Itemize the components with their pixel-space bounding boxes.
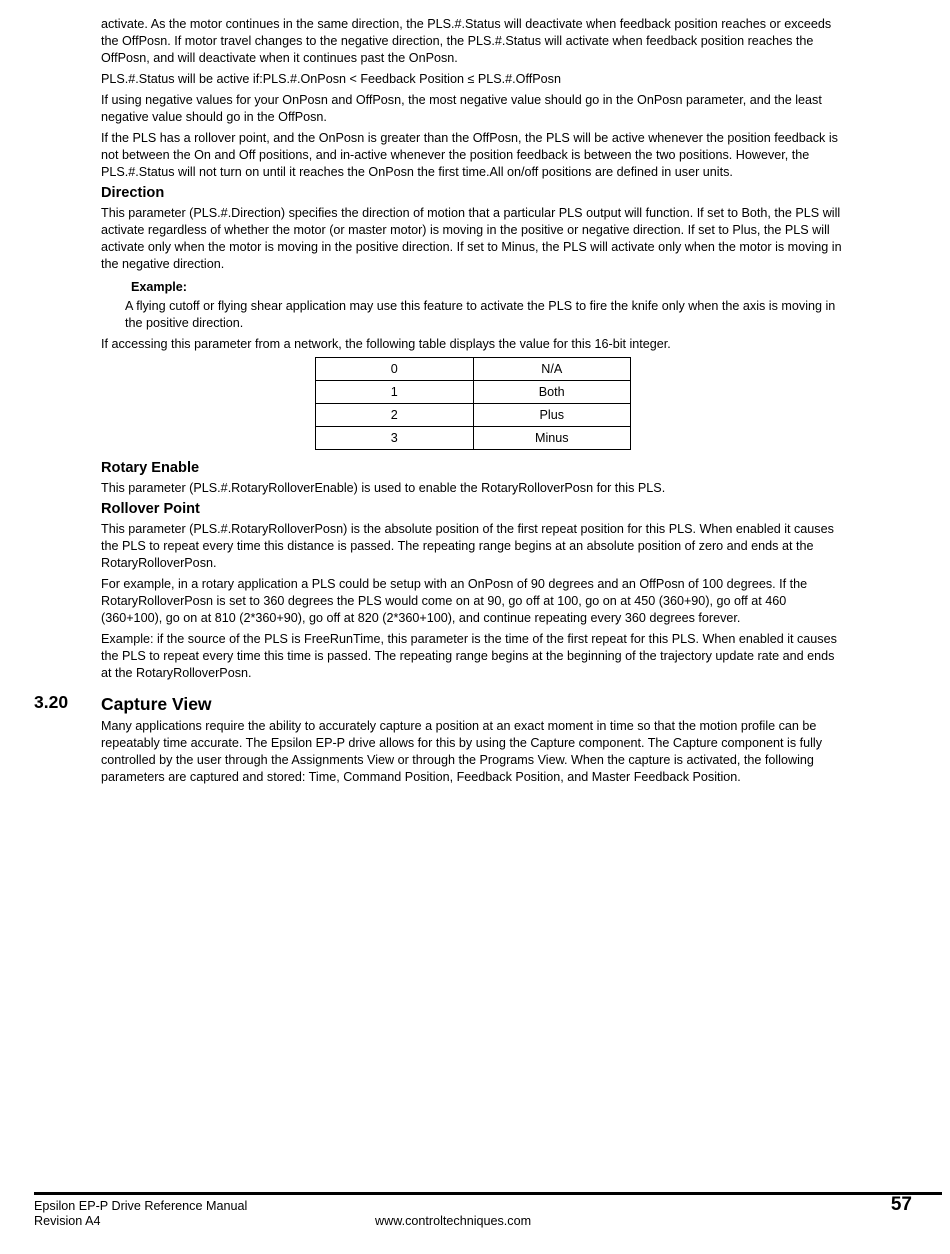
table-row bbox=[316, 404, 631, 427]
section-number: 3.20 bbox=[34, 692, 69, 712]
page-content bbox=[34, 16, 843, 790]
example-heading: Example: bbox=[131, 280, 187, 294]
table-cell-value: 2 bbox=[316, 404, 474, 427]
direction-heading: Direction bbox=[101, 185, 165, 201]
footer-manual-title: Epsilon EP-P Drive Reference Manual bbox=[34, 1199, 248, 1213]
intro-paragraph-1: activate. As the motor continues in the same direction, the PLS.#.Status will deactivate when feedback position reaches or exceeds the OffPosn. If motor travel changes to the negative direction, the PLS.#.Status will activate when feedback position reaches the OffPosn, and will deactivate when it continues past the OnPosn. bbox=[101, 17, 832, 65]
table-cell-meaning: Plus bbox=[473, 404, 631, 427]
table-cell-value: 1 bbox=[316, 381, 474, 404]
section-title: Capture View bbox=[101, 694, 212, 714]
rollover-paragraph-3: Example: if the source of the PLS is FreeRunTime, this parameter is the time of the first repeat for this PLS. When enabled it causes the PLS to repeat every time this time is passed. The repeating range begins at the beginning of the trajectory update rate and ends at the RotaryRolloverPosn. bbox=[101, 632, 837, 680]
rollover-paragraph-1: This parameter (PLS.#.RotaryRolloverPosn) is the absolute position of the first repeat position for this PLS. When enabled it causes the PLS to repeat every time this distance is passed. The repeating range begins at an absolute position of zero and ends at the RotaryRolloverPosn. bbox=[101, 522, 834, 570]
rotary-enable-heading: Rotary Enable bbox=[101, 460, 200, 476]
table-cell-meaning: Minus bbox=[473, 427, 631, 450]
table-row bbox=[316, 358, 631, 381]
footer-manual-info bbox=[34, 1199, 247, 1229]
rollover-point-heading: Rollover Point bbox=[101, 501, 200, 517]
rotary-enable-paragraph: This parameter (PLS.#.RotaryRolloverEnable) is used to enable the RotaryRolloverPosn for this PLS. bbox=[101, 481, 666, 495]
footer-website-link[interactable]: www.controltechniques.com bbox=[375, 1214, 532, 1228]
example-text: A flying cutoff or flying shear application may use this feature to activate the PLS to fire the knife only when the axis is moving in the positive direction. bbox=[125, 299, 836, 330]
capture-view-paragraph: Many applications require the ability to accurately capture a position at an exact moment in time so that the motion profile can be repeatably time accurate. The Epsilon EP-P drive allows for this by using the Capture component. The Capture component is fully controlled by the user through the Assignments View or through the Programs View. When the capture is activated, the following parameters are captured and stored: Time, Command Position, Feedback Position, and Master Feedback Position. bbox=[101, 719, 823, 784]
direction-value-table bbox=[315, 357, 631, 450]
direction-paragraph: This parameter (PLS.#.Direction) specifies the direction of motion that a particular PLS output will function. If set to Both, the PLS will activate regardless of whether the motor (or master motor) is moving in the positive or negative direction. If set to Plus, the PLS will activate only when the motor is moving in the positive direction. If set to Minus, the PLS will activate only when the motor is moving in the negative direction. bbox=[101, 206, 842, 271]
page-number: 57 bbox=[890, 1194, 912, 1215]
footer-revision: Revision A4 bbox=[34, 1214, 101, 1228]
footer-divider bbox=[34, 1192, 942, 1195]
table-cell-meaning: Both bbox=[473, 381, 631, 404]
table-cell-meaning: N/A bbox=[473, 358, 631, 381]
table-row bbox=[316, 381, 631, 404]
rollover-paragraph-2: For example, in a rotary application a PLS could be setup with an OnPosn of 90 degrees and an OffPosn of 100 degrees. If the RotaryRolloverPosn is set to 360 degrees the PLS would come on at 90, go off at 100, go on at 450 (360+90), go off at 460 (360+100), go on at 810 (2*360+90), go off at 820 (2*360+100), and continue repeating every 360 degrees forever. bbox=[101, 577, 808, 625]
table-row bbox=[316, 427, 631, 450]
intro-paragraph-2: PLS.#.Status will be active if:PLS.#.OnPosn < Feedback Position ≤ PLS.#.OffPosn bbox=[101, 72, 561, 86]
network-note: If accessing this parameter from a network, the following table displays the value for this 16-bit integer. bbox=[101, 337, 671, 351]
intro-paragraph-4: If the PLS has a rollover point, and the OnPosn is greater than the OffPosn, the PLS will be active whenever the position feedback is not between the On and Off positions, and in-active whenever the position feedback is between the two positions. However, the PLS.#.Status will not turn on until it reaches the OnPosn the first time.All on/off positions are defined in user units. bbox=[101, 131, 838, 179]
table-cell-value: 0 bbox=[316, 358, 474, 381]
table-cell-value: 3 bbox=[316, 427, 474, 450]
intro-paragraph-3: If using negative values for your OnPosn and OffPosn, the most negative value should go in the OnPosn parameter, and the least negative value should go in the OffPosn. bbox=[101, 93, 822, 124]
capture-view-section bbox=[34, 692, 843, 786]
